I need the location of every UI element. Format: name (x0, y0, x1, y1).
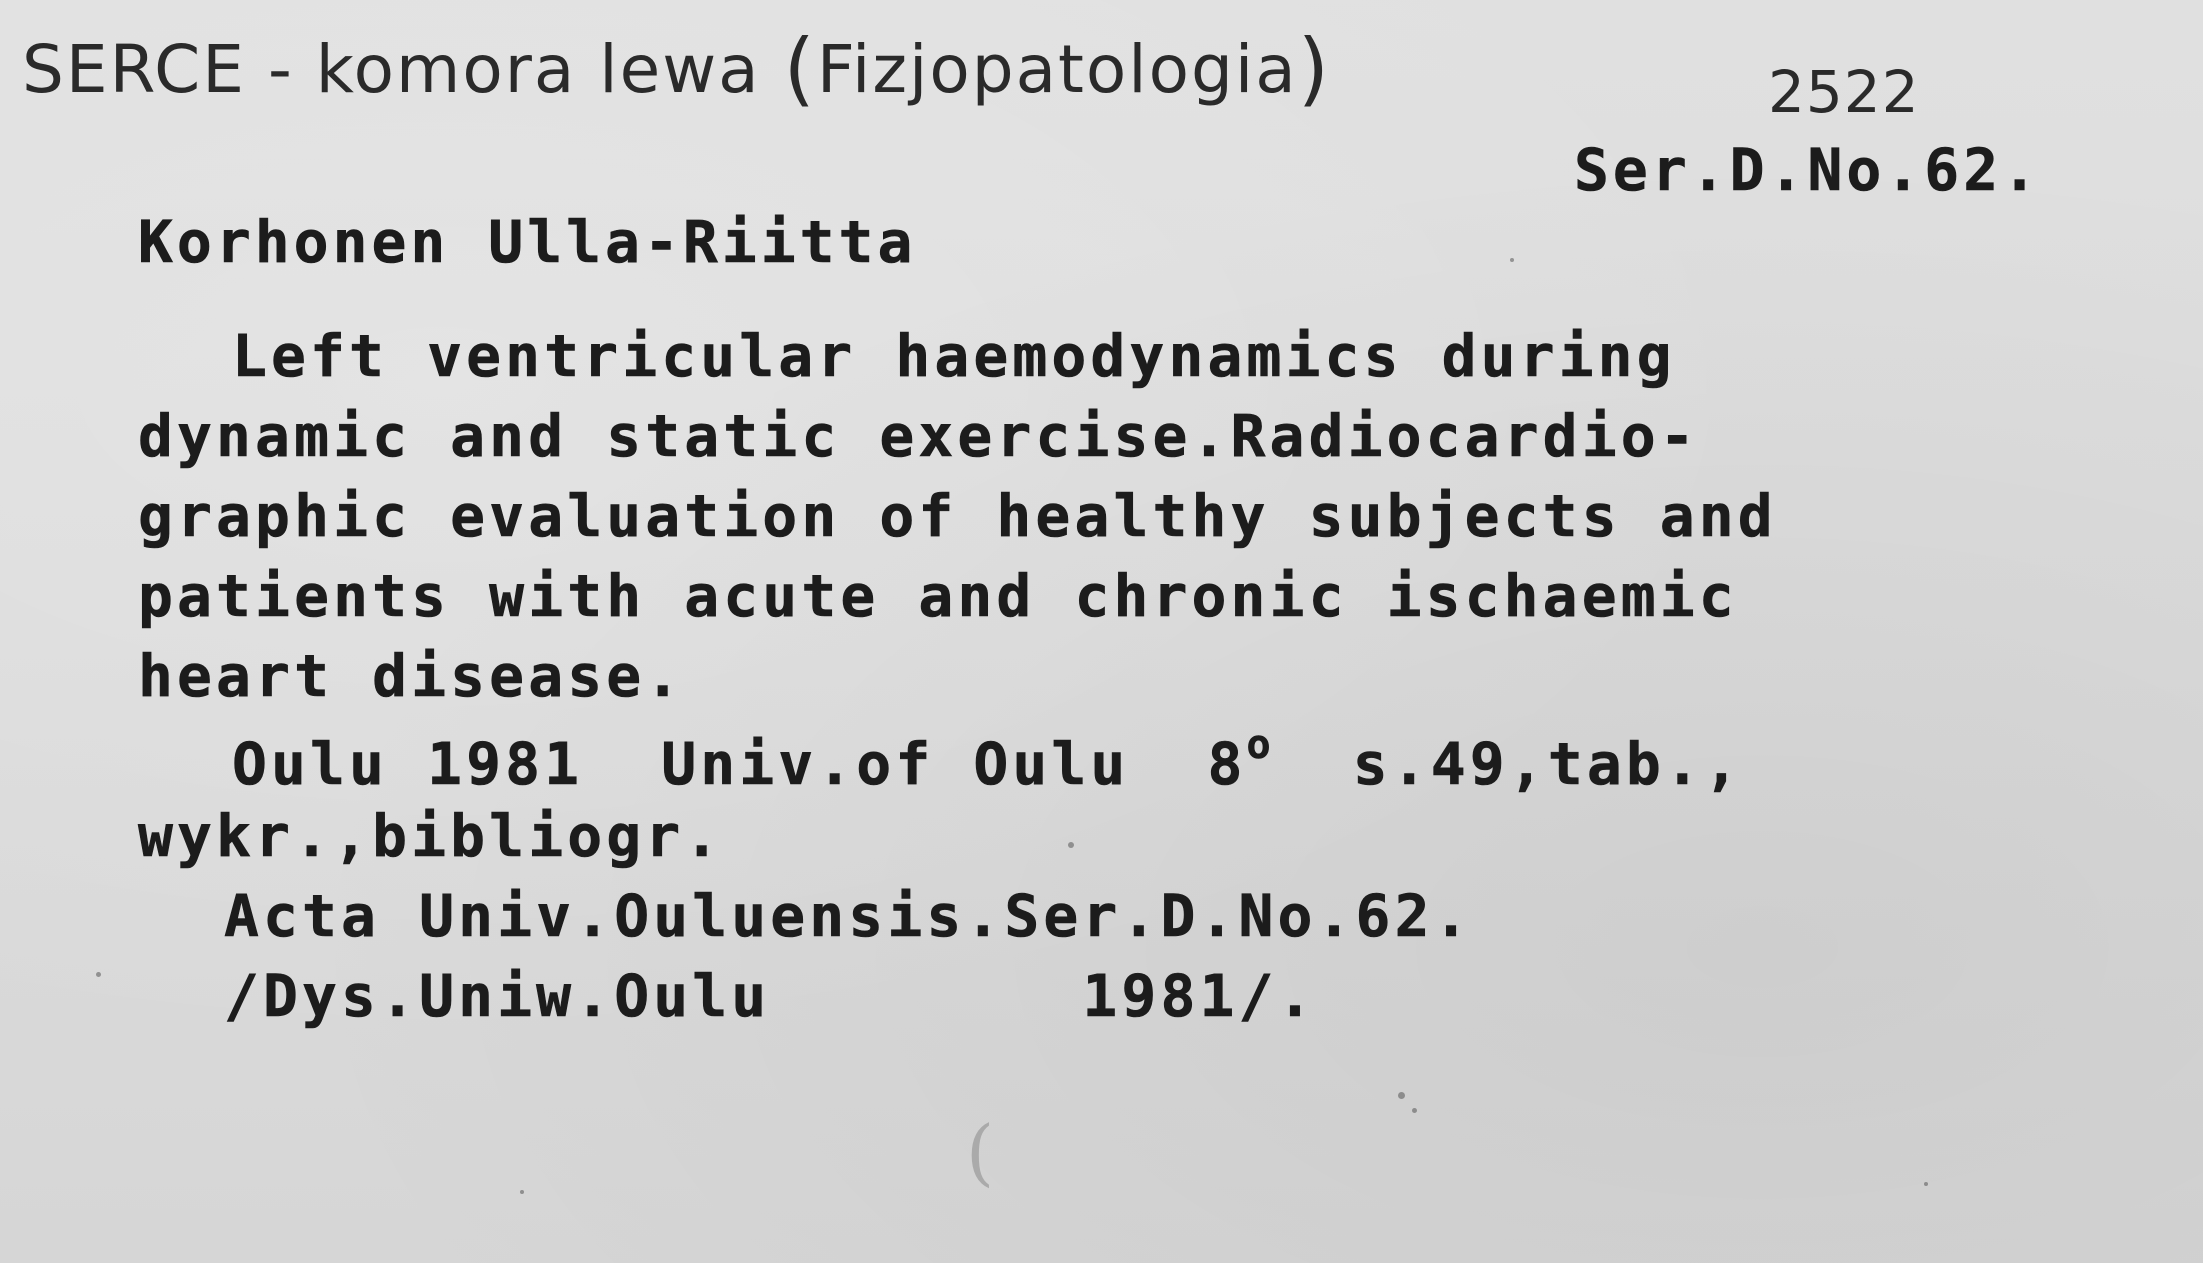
dust-speck (1068, 842, 1074, 848)
format-superscript: o (1246, 722, 1275, 768)
dust-speck (1924, 1182, 1928, 1186)
title-line-3: graphic evaluation of healthy subjects and (138, 482, 1777, 550)
imprint-pagination: s.49,tab., (1274, 730, 1743, 798)
imprint-line (232, 722, 1743, 798)
call-number: 2522 (1768, 58, 1920, 126)
author-name: Korhonen Ulla-Riitta (138, 208, 917, 276)
subject-term: SERCE (22, 31, 246, 108)
title-line-1: Left ventricular haemodynamics during (232, 322, 1676, 390)
dissertation-note: /Dys.Uniw.Oulu 1981/. (224, 962, 1317, 1030)
imprint-place-date-format: Oulu 1981 Univ.of Oulu 8 (232, 730, 1247, 798)
heading-dash: - (267, 31, 294, 108)
title-line-2: dynamic and static exercise.Radiocardio- (138, 402, 1699, 470)
close-paren: ) (1297, 22, 1331, 115)
subject-topic: komora lewa (315, 31, 761, 108)
title-line-5: heart disease. (138, 642, 685, 710)
dust-speck (1510, 258, 1514, 262)
open-paren: ( (783, 22, 817, 115)
title-line-4: patients with acute and chronic ischaemic (138, 562, 1738, 630)
dust-speck (1412, 1108, 1417, 1113)
subject-category: Fizjopatologia (816, 31, 1298, 108)
subject-heading (22, 22, 1331, 115)
scratch-mark: ( (966, 1110, 995, 1194)
series-note: Acta Univ.Ouluensis.Ser.D.No.62. (224, 882, 1473, 950)
imprint-continuation: wykr.,bibliogr. (138, 802, 724, 870)
dust-speck (96, 972, 101, 977)
dust-speck (520, 1190, 524, 1194)
dust-speck (1398, 1092, 1405, 1099)
series-designation: Ser.D.No.62. (1574, 136, 2042, 204)
